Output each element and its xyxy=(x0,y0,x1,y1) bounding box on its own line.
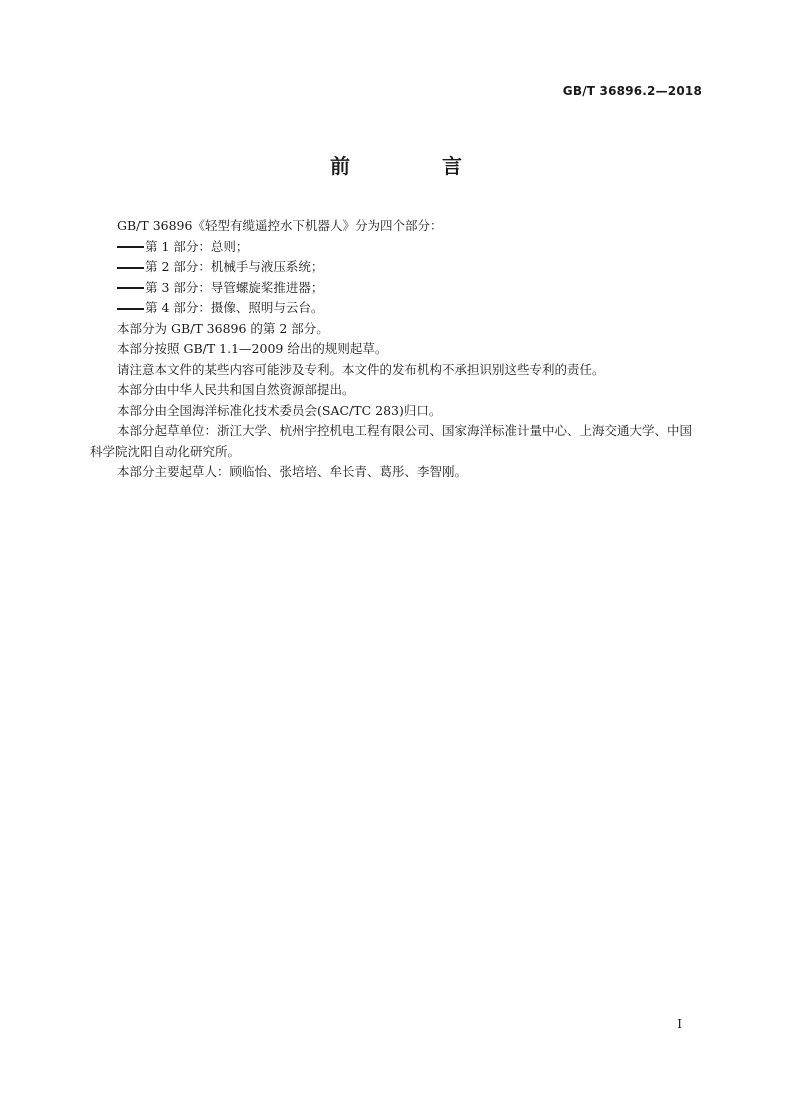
paragraph-intro: GB/T 36896《轻型有缆遥控水下机器人》分为四个部分： xyxy=(117,218,443,233)
paragraph-proposed-by: 本部分由中华人民共和国自然资源部提出。 xyxy=(117,382,355,397)
paragraph-drafting-rules: 本部分按照 GB/T 1.1—2009 给出的规则起草。 xyxy=(117,341,388,356)
paragraph-drafting-units: 本部分起草单位：浙江大学、杭州宇控机电工程有限公司、国家海洋标准计量中心、上海交通大学、中国科学院沈阳自动化研究所。 xyxy=(90,423,693,459)
dash-marker xyxy=(117,287,144,289)
dash-marker xyxy=(117,246,144,248)
foreword-body xyxy=(90,216,702,483)
list-item-part-2 xyxy=(90,257,702,278)
list-item-text: 第 3 部分：导管螺旋桨推进器； xyxy=(145,279,324,295)
list-item-part-3 xyxy=(90,278,702,299)
page-number: I xyxy=(677,1017,682,1031)
list-item-text: 第 4 部分：摄像、照明与云台。 xyxy=(145,300,324,315)
dash-marker xyxy=(117,267,144,269)
page-title: 前 言 xyxy=(330,154,498,178)
paragraph-part-statement: 本部分为 GB/T 36896 的第 2 部分。 xyxy=(117,320,329,336)
paragraph-patent-notice: 请注意本文件的某些内容可能涉及专利。本文件的发布机构不承担识别这些专利的责任。 xyxy=(117,361,605,377)
paragraph-managed-by: 本部分由全国海洋标准化技术委员会(SAC/TC 283)归口。 xyxy=(117,402,442,418)
list-item-part-4 xyxy=(90,298,702,319)
list-item-part-1 xyxy=(90,237,702,258)
dash-marker xyxy=(117,308,144,310)
standard-code: GB/T 36896.2—2018 xyxy=(562,84,702,98)
list-item-text: 第 2 部分：机械手与液压系统； xyxy=(145,259,324,274)
paragraph-drafters: 本部分主要起草人：顾临怡、张培培、牟长青、葛彤、李智刚。 xyxy=(117,464,468,479)
list-item-text: 第 1 部分：总则； xyxy=(145,238,249,254)
